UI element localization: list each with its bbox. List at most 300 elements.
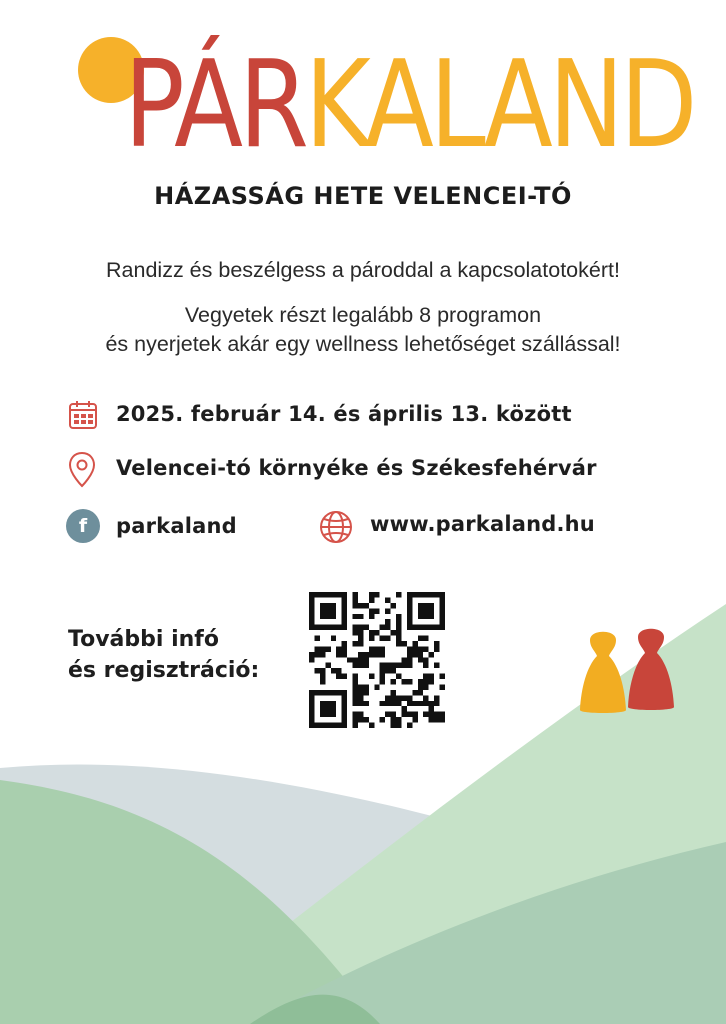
qr-module bbox=[320, 614, 325, 619]
qr-module bbox=[363, 625, 368, 630]
qr-module bbox=[407, 646, 412, 651]
qr-module bbox=[423, 663, 428, 668]
qr-module bbox=[418, 684, 423, 689]
qr-module bbox=[342, 592, 347, 597]
qr-module bbox=[391, 679, 396, 684]
qr-module bbox=[374, 684, 379, 689]
qr-module bbox=[353, 695, 358, 700]
qr-module bbox=[385, 619, 390, 624]
qr-module bbox=[358, 614, 363, 619]
qr-module bbox=[353, 630, 358, 635]
event-subtitle: HÁZASSÁG HETE VELENCEI-TÓ bbox=[154, 182, 572, 210]
qr-module bbox=[309, 657, 314, 662]
qr-module bbox=[309, 608, 314, 613]
qr-module bbox=[331, 712, 336, 717]
qr-module bbox=[380, 663, 385, 668]
qr-module bbox=[309, 652, 314, 657]
qr-module bbox=[423, 592, 428, 597]
qr-module bbox=[353, 641, 358, 646]
qr-module bbox=[407, 652, 412, 657]
qr-module bbox=[412, 592, 417, 597]
qr-module bbox=[353, 717, 358, 722]
qr-module bbox=[358, 701, 363, 706]
qr-module bbox=[325, 706, 330, 711]
qr-module bbox=[342, 690, 347, 695]
qr-module bbox=[353, 657, 358, 662]
qr-module bbox=[412, 652, 417, 657]
qr-module bbox=[385, 625, 390, 630]
qr-module bbox=[434, 695, 439, 700]
qr-module bbox=[336, 652, 341, 657]
qr-module bbox=[320, 603, 325, 608]
qr-module bbox=[407, 701, 412, 706]
qr-module bbox=[320, 723, 325, 728]
qr-module bbox=[407, 603, 412, 608]
qr-module bbox=[407, 608, 412, 613]
facebook-icon: f bbox=[66, 509, 100, 543]
qr-module bbox=[401, 663, 406, 668]
qr-module bbox=[342, 603, 347, 608]
qr-module bbox=[325, 603, 330, 608]
qr-module bbox=[440, 625, 445, 630]
qr-module bbox=[396, 619, 401, 624]
tagline: Randizz és beszélgess a pároddal a kapcsolatotokért! bbox=[106, 258, 620, 282]
registration-label bbox=[68, 624, 259, 686]
qr-module bbox=[429, 652, 434, 657]
qr-module bbox=[418, 614, 423, 619]
qr-module bbox=[418, 603, 423, 608]
qr-module bbox=[401, 712, 406, 717]
qr-module bbox=[423, 684, 428, 689]
pawn-figures-icon bbox=[574, 622, 684, 718]
qr-module bbox=[309, 717, 314, 722]
qr-module bbox=[423, 636, 428, 641]
qr-module bbox=[331, 608, 336, 613]
description-line: Vegyetek részt legalább 8 programon bbox=[184, 303, 542, 327]
qr-module bbox=[423, 712, 428, 717]
qr-module bbox=[325, 625, 330, 630]
qr-module bbox=[358, 641, 363, 646]
qr-module bbox=[358, 657, 363, 662]
qr-module bbox=[309, 619, 314, 624]
qr-module bbox=[440, 674, 445, 679]
qr-module bbox=[369, 646, 374, 651]
qr-module bbox=[353, 614, 358, 619]
qr-module bbox=[309, 592, 314, 597]
qr-module bbox=[396, 674, 401, 679]
qr-module bbox=[380, 701, 385, 706]
qr-module bbox=[385, 636, 390, 641]
qr-module bbox=[385, 608, 390, 613]
qr-module bbox=[331, 701, 336, 706]
qr-module bbox=[423, 695, 428, 700]
qr-module bbox=[331, 603, 336, 608]
qr-module bbox=[423, 657, 428, 662]
qr-module bbox=[380, 646, 385, 651]
qr-module bbox=[423, 674, 428, 679]
qr-module bbox=[358, 603, 363, 608]
qr-module bbox=[418, 592, 423, 597]
qr-module bbox=[342, 717, 347, 722]
qr-module bbox=[309, 625, 314, 630]
qr-module bbox=[347, 657, 352, 662]
qr-module bbox=[342, 674, 347, 679]
qr-module bbox=[342, 608, 347, 613]
qr-module bbox=[423, 646, 428, 651]
qr-module bbox=[331, 706, 336, 711]
qr-module bbox=[434, 712, 439, 717]
qr-module bbox=[314, 690, 319, 695]
qr-module bbox=[325, 608, 330, 613]
qr-module bbox=[396, 723, 401, 728]
qr-module bbox=[401, 706, 406, 711]
qr-module bbox=[374, 630, 379, 635]
qr-module bbox=[309, 706, 314, 711]
qr-module bbox=[440, 684, 445, 689]
qr-module bbox=[412, 625, 417, 630]
qr-module bbox=[429, 706, 434, 711]
qr-module bbox=[320, 701, 325, 706]
qr-module bbox=[407, 723, 412, 728]
qr-module bbox=[423, 608, 428, 613]
qr-module bbox=[331, 690, 336, 695]
qr-module bbox=[353, 674, 358, 679]
qr-module bbox=[396, 592, 401, 597]
qr-module bbox=[412, 701, 417, 706]
qr-module bbox=[423, 625, 428, 630]
qr-module bbox=[353, 663, 358, 668]
globe-icon bbox=[318, 509, 354, 545]
qr-module bbox=[342, 619, 347, 624]
qr-module bbox=[391, 630, 396, 635]
qr-module bbox=[353, 684, 358, 689]
qr-module bbox=[429, 712, 434, 717]
qr-module bbox=[385, 668, 390, 673]
qr-module bbox=[434, 592, 439, 597]
qr-module bbox=[440, 608, 445, 613]
qr-module bbox=[429, 701, 434, 706]
qr-module bbox=[440, 603, 445, 608]
qr-module bbox=[342, 695, 347, 700]
qr-module bbox=[320, 608, 325, 613]
qr-module bbox=[320, 652, 325, 657]
registration-line: és regisztráció: bbox=[68, 658, 260, 683]
qr-module bbox=[396, 717, 401, 722]
qr-module bbox=[440, 592, 445, 597]
qr-module bbox=[391, 668, 396, 673]
qr-module bbox=[363, 717, 368, 722]
qr-module bbox=[358, 695, 363, 700]
qr-module bbox=[380, 674, 385, 679]
qr-module bbox=[342, 701, 347, 706]
qr-module bbox=[440, 614, 445, 619]
qr-module bbox=[396, 614, 401, 619]
logo bbox=[124, 36, 694, 175]
qr-module bbox=[336, 646, 341, 651]
qr-module bbox=[391, 663, 396, 668]
qr-module bbox=[429, 592, 434, 597]
qr-module bbox=[418, 636, 423, 641]
qr-module bbox=[418, 608, 423, 613]
qr-module bbox=[325, 592, 330, 597]
qr-module bbox=[336, 723, 341, 728]
qr-module bbox=[363, 657, 368, 662]
qr-module bbox=[423, 679, 428, 684]
event-location: Velencei-tó környéke és Székesfehérvár bbox=[116, 456, 597, 480]
qr-module bbox=[374, 646, 379, 651]
qr-module bbox=[374, 608, 379, 613]
qr-module bbox=[363, 701, 368, 706]
qr-module bbox=[331, 614, 336, 619]
qr-module bbox=[418, 679, 423, 684]
qr-module bbox=[342, 652, 347, 657]
qr-module bbox=[440, 717, 445, 722]
qr-module bbox=[423, 614, 428, 619]
qr-module bbox=[342, 646, 347, 651]
qr-module bbox=[440, 619, 445, 624]
qr-module bbox=[369, 608, 374, 613]
qr-module bbox=[358, 636, 363, 641]
qr-module bbox=[369, 614, 374, 619]
qr-module bbox=[342, 723, 347, 728]
website-link[interactable]: www.parkaland.hu bbox=[370, 512, 595, 536]
qr-module bbox=[358, 630, 363, 635]
qr-module bbox=[385, 695, 390, 700]
qr-module bbox=[353, 712, 358, 717]
qr-module bbox=[391, 603, 396, 608]
qr-module bbox=[418, 690, 423, 695]
qr-module bbox=[369, 674, 374, 679]
qr-module bbox=[429, 625, 434, 630]
qr-module bbox=[380, 717, 385, 722]
qr-module bbox=[309, 723, 314, 728]
qr-module bbox=[385, 663, 390, 668]
qr-module bbox=[353, 625, 358, 630]
qr-module bbox=[380, 652, 385, 657]
qr-module bbox=[358, 652, 363, 657]
qr-module bbox=[418, 625, 423, 630]
qr-module bbox=[331, 668, 336, 673]
qr-module bbox=[385, 712, 390, 717]
qr-module bbox=[401, 641, 406, 646]
qr-module bbox=[331, 592, 336, 597]
qr-module bbox=[363, 663, 368, 668]
qr-module bbox=[309, 695, 314, 700]
qr-module bbox=[325, 663, 330, 668]
logo-part-yellow: KALAND bbox=[304, 36, 694, 175]
qr-module bbox=[434, 625, 439, 630]
qr-module bbox=[320, 679, 325, 684]
qr-module bbox=[363, 652, 368, 657]
qr-module bbox=[429, 674, 434, 679]
qr-module bbox=[374, 592, 379, 597]
calendar-icon bbox=[67, 399, 99, 431]
qr-module bbox=[325, 646, 330, 651]
qr-module bbox=[380, 679, 385, 684]
qr-module bbox=[407, 657, 412, 662]
qr-module bbox=[325, 723, 330, 728]
qr-module bbox=[309, 690, 314, 695]
qr-module bbox=[396, 701, 401, 706]
qr-module bbox=[407, 679, 412, 684]
qr-module bbox=[391, 723, 396, 728]
logo-part-red: PÁR bbox=[124, 36, 305, 175]
qr-module bbox=[336, 592, 341, 597]
qr-module bbox=[363, 603, 368, 608]
qr-module bbox=[401, 657, 406, 662]
qr-module bbox=[358, 684, 363, 689]
qr-module bbox=[380, 668, 385, 673]
qr-module bbox=[412, 641, 417, 646]
qr-module bbox=[429, 603, 434, 608]
qr-module bbox=[429, 679, 434, 684]
qr-code[interactable] bbox=[309, 592, 445, 728]
qr-module bbox=[407, 663, 412, 668]
qr-module bbox=[314, 646, 319, 651]
qr-module bbox=[336, 625, 341, 630]
yellow-pawn bbox=[580, 632, 626, 713]
qr-module bbox=[423, 701, 428, 706]
registration-line: További infó bbox=[68, 627, 219, 652]
qr-module bbox=[396, 663, 401, 668]
qr-module bbox=[418, 652, 423, 657]
qr-module bbox=[380, 625, 385, 630]
qr-module bbox=[314, 592, 319, 597]
qr-module bbox=[358, 663, 363, 668]
qr-module bbox=[342, 706, 347, 711]
qr-module bbox=[396, 695, 401, 700]
qr-module bbox=[434, 646, 439, 651]
qr-module bbox=[314, 668, 319, 673]
qr-module bbox=[320, 646, 325, 651]
qr-module bbox=[407, 614, 412, 619]
qr-module bbox=[407, 619, 412, 624]
qr-module bbox=[434, 701, 439, 706]
qr-module bbox=[401, 679, 406, 684]
qr-module bbox=[440, 712, 445, 717]
qr-module bbox=[314, 625, 319, 630]
qr-module bbox=[385, 701, 390, 706]
red-pawn bbox=[628, 629, 674, 710]
qr-module bbox=[353, 603, 358, 608]
qr-module bbox=[380, 636, 385, 641]
qr-module bbox=[407, 592, 412, 597]
qr-module bbox=[358, 690, 363, 695]
qr-module bbox=[358, 717, 363, 722]
qr-module bbox=[418, 657, 423, 662]
qr-module bbox=[429, 717, 434, 722]
qr-module bbox=[412, 712, 417, 717]
qr-module bbox=[336, 674, 341, 679]
qr-module bbox=[418, 701, 423, 706]
location-pin-icon bbox=[66, 451, 98, 489]
qr-module bbox=[369, 723, 374, 728]
qr-module bbox=[342, 614, 347, 619]
qr-module bbox=[412, 690, 417, 695]
qr-module bbox=[374, 652, 379, 657]
qr-module bbox=[391, 690, 396, 695]
qr-module bbox=[407, 695, 412, 700]
qr-module bbox=[320, 592, 325, 597]
qr-module bbox=[363, 690, 368, 695]
qr-module bbox=[320, 712, 325, 717]
description-line: és nyerjetek akár egy wellness lehetőséget szállással! bbox=[105, 332, 621, 356]
qr-module bbox=[363, 684, 368, 689]
qr-module bbox=[353, 679, 358, 684]
qr-module bbox=[369, 636, 374, 641]
qr-module bbox=[336, 690, 341, 695]
qr-module bbox=[434, 717, 439, 722]
qr-module bbox=[401, 695, 406, 700]
qr-module bbox=[314, 723, 319, 728]
qr-module bbox=[407, 625, 412, 630]
qr-module bbox=[331, 625, 336, 630]
qr-module bbox=[391, 712, 396, 717]
qr-module bbox=[309, 614, 314, 619]
qr-module bbox=[353, 701, 358, 706]
qr-module bbox=[358, 712, 363, 717]
qr-module bbox=[423, 603, 428, 608]
qr-module bbox=[358, 625, 363, 630]
qr-module bbox=[331, 723, 336, 728]
qr-module bbox=[320, 690, 325, 695]
qr-module bbox=[391, 695, 396, 700]
qr-module bbox=[309, 701, 314, 706]
qr-module bbox=[353, 592, 358, 597]
qr-module bbox=[325, 690, 330, 695]
qr-module bbox=[342, 625, 347, 630]
qr-module bbox=[309, 603, 314, 608]
qr-module bbox=[320, 706, 325, 711]
qr-module bbox=[320, 674, 325, 679]
qr-module bbox=[396, 630, 401, 635]
qr-module bbox=[385, 597, 390, 602]
qr-module bbox=[434, 641, 439, 646]
qr-module bbox=[353, 723, 358, 728]
qr-module bbox=[320, 668, 325, 673]
description bbox=[0, 301, 726, 359]
qr-module bbox=[325, 701, 330, 706]
qr-module bbox=[391, 701, 396, 706]
qr-module bbox=[434, 663, 439, 668]
qr-module bbox=[369, 652, 374, 657]
qr-module bbox=[396, 625, 401, 630]
qr-module bbox=[353, 597, 358, 602]
qr-module bbox=[353, 690, 358, 695]
qr-module bbox=[369, 597, 374, 602]
qr-module bbox=[418, 646, 423, 651]
qr-module bbox=[369, 630, 374, 635]
qr-module bbox=[342, 712, 347, 717]
qr-module bbox=[391, 717, 396, 722]
qr-module bbox=[396, 636, 401, 641]
qr-module bbox=[342, 641, 347, 646]
qr-module bbox=[342, 597, 347, 602]
qr-module bbox=[309, 597, 314, 602]
qr-module bbox=[331, 636, 336, 641]
qr-module bbox=[407, 712, 412, 717]
qr-module bbox=[314, 652, 319, 657]
qr-module bbox=[314, 636, 319, 641]
qr-module bbox=[429, 608, 434, 613]
qr-module bbox=[309, 712, 314, 717]
qr-module bbox=[407, 597, 412, 602]
qr-module bbox=[412, 646, 417, 651]
facebook-link[interactable]: parkaland bbox=[116, 514, 237, 538]
event-dates: 2025. február 14. és április 13. között bbox=[116, 402, 572, 426]
qr-module bbox=[325, 614, 330, 619]
qr-module bbox=[429, 614, 434, 619]
